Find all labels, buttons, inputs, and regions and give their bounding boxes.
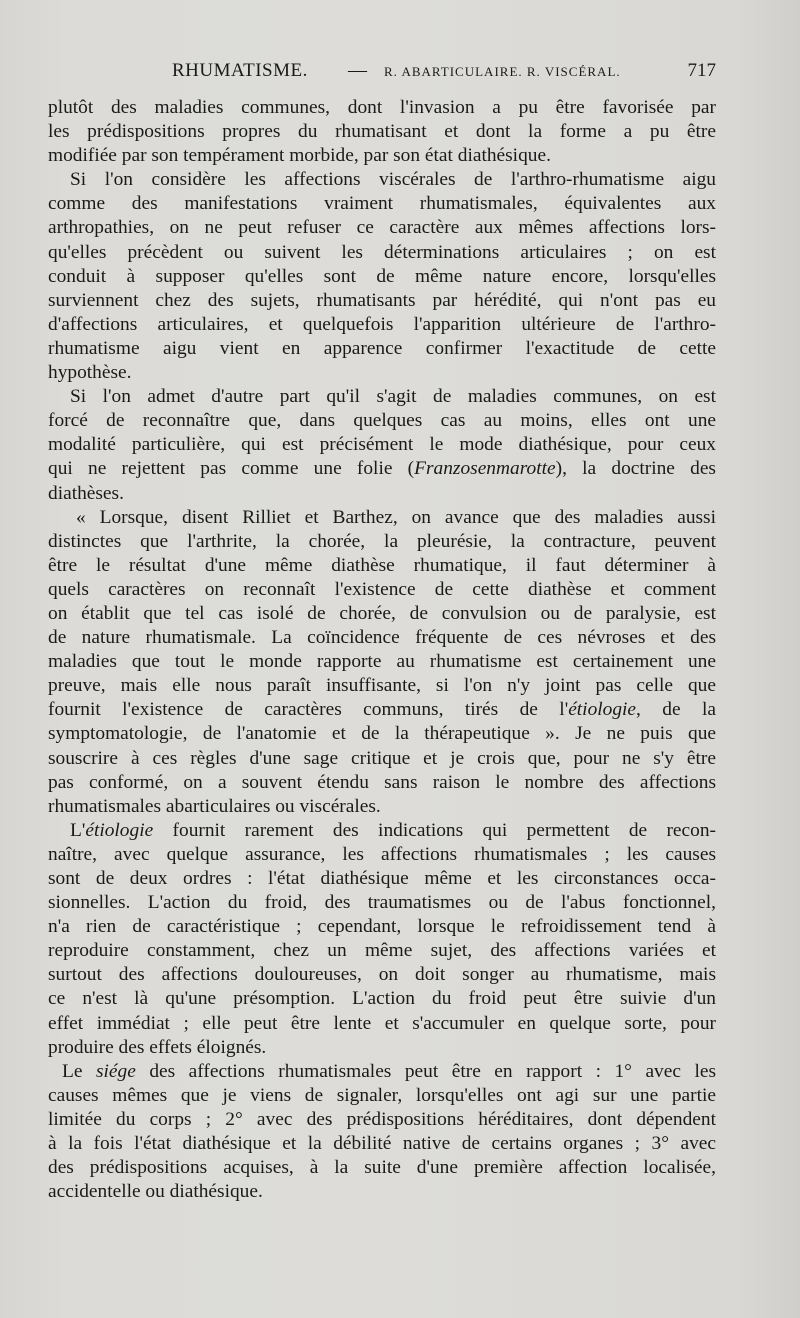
text-line: symptomatologie, de l'anatomie et de la thérapeutique ». Je ne puis que xyxy=(48,723,716,745)
text-line: surtout des affections douloureuses, on doit songer au rhumatisme, mais xyxy=(48,964,716,986)
text-line: modalité particulière, qui est précisément le mode diathésique, pour ceux xyxy=(48,434,716,456)
header-dash: — xyxy=(348,60,367,81)
text-line: effet immédiat ; elle peut être lente et s'accumuler en quelque sorte, pour xyxy=(48,1012,716,1034)
text-line: modifiée par son tempérament morbide, par son état diathésique. xyxy=(48,145,551,167)
text-line: qui ne rejettent pas comme une folie (Franzosenmarotte), la doctrine des xyxy=(48,458,716,480)
text-line: causes mêmes que je viens de signaler, lorsqu'elles ont agi sur une partie xyxy=(48,1084,716,1106)
text-line: être le résultat d'une même diathèse rhumatique, il faut déterminer à xyxy=(48,554,716,576)
text-line: distinctes que l'arthrite, la chorée, la pleurésie, la contracture, peuvent xyxy=(48,530,716,552)
text-line: rhumatisme aigu vient en apparence confirmer l'exactitude de cette xyxy=(48,337,716,359)
text-line: des prédispositions acquises, à la suite d'une première affection localisée, xyxy=(48,1157,716,1179)
text-line: Le siége des affections rhumatismales peut être en rapport : 1° avec les xyxy=(62,1060,717,1082)
text-line: quels caractères on reconnaît l'existence de cette diathèse et comment xyxy=(48,578,716,600)
text-line: conduit à supposer qu'elles sont de même nature encore, lorsqu'elles xyxy=(48,265,716,287)
text-line: souscrire à ces règles d'une sage critique et je crois que, pour ne s'y être xyxy=(48,747,716,769)
text-line: accidentelle ou diathésique. xyxy=(48,1181,263,1203)
text-line: hypothèse. xyxy=(48,362,132,384)
text-line: preuve, mais elle nous paraît insuffisante, si l'on n'y joint pas celle que xyxy=(48,675,716,697)
text-line: n'a rien de caractéristique ; cependant, lorsque le refroidissement tend à xyxy=(48,916,716,938)
text-line: rhumatismales abarticulaires ou viscérales. xyxy=(48,795,381,817)
text-line: reproduire constamment, chez un même sujet, des affections variées et xyxy=(48,940,716,962)
text-line: d'affections articulaires, et quelquefois l'apparition ultérieure de l'arthro- xyxy=(48,313,716,335)
text-line: Si l'on admet d'autre part qu'il s'agit de maladies communes, on est xyxy=(70,386,716,408)
text-line: limitée du corps ; 2° avec des prédispositions héréditaires, dont dépendent xyxy=(48,1108,716,1130)
text-line: comme des manifestations vraiment rhumatismales, équivalentes aux xyxy=(48,193,716,215)
text-line: ce n'est là qu'une présomption. L'action du froid peut être suivie d'un xyxy=(48,988,716,1010)
text-line: fournit l'existence de caractères communs, tirés de l'étiologie, de la xyxy=(48,699,716,721)
text-line: à la fois l'état diathésique et la débilité native de certains organes ; 3° avec xyxy=(48,1133,716,1155)
running-subtitle: R. ABARTICULAIRE. R. VISCÉRAL. xyxy=(384,64,621,79)
text-line: « Lorsque, disent Rilliet et Barthez, on avance que des maladies aussi xyxy=(76,506,716,528)
text-line: naître, avec quelque assurance, les affections rhumatismales ; les causes xyxy=(48,843,716,865)
text-line: arthropathies, on ne peut refuser ce caractère aux mêmes affections lors- xyxy=(48,217,716,239)
text-line: Si l'on considère les affections viscérales de l'arthro-rhumatisme aigu xyxy=(70,169,716,191)
text-line: sont de deux ordres : l'état diathésique même et les circonstances occa- xyxy=(48,868,716,889)
text-line: diathèses. xyxy=(48,482,124,504)
text-line: plutôt des maladies communes, dont l'invasion a pu être favorisée par xyxy=(48,97,716,118)
text-line: pas conformé, on a souvent étendu sans raison le nombre des affections xyxy=(48,771,716,793)
running-title: RHUMATISME. xyxy=(172,60,308,81)
text-line: forcé de reconnaître que, dans quelques cas au moins, elles ont une xyxy=(48,410,716,432)
text-line: de nature rhumatismale. La coïncidence fréquente de ces névroses et des xyxy=(48,627,716,649)
text-line: sionnelles. L'action du froid, des traumatismes ou de l'abus fonctionnel, xyxy=(48,892,716,914)
text-line: les prédispositions propres du rhumatisant et dont la forme a pu être xyxy=(48,121,716,143)
body-text xyxy=(48,96,716,1204)
text-line: maladies que tout le monde rapporte au rhumatisme est certainement une xyxy=(48,651,716,673)
text-line: surviennent chez des sujets, rhumatisants par hérédité, qui n'ont pas eu xyxy=(48,289,716,311)
text-line: on établit que tel cas isolé de chorée, de convulsion ou de paralysie, est xyxy=(48,602,716,624)
page-number: 717 xyxy=(687,60,716,81)
running-header xyxy=(48,60,716,88)
text-line: L'étiologie fournit rarement des indications qui permettent de recon- xyxy=(70,819,716,841)
text-line: qu'elles précèdent ou suivent les déterminations articulaires ; on est xyxy=(48,241,716,263)
text-line: produire des effets éloignés. xyxy=(48,1036,267,1058)
